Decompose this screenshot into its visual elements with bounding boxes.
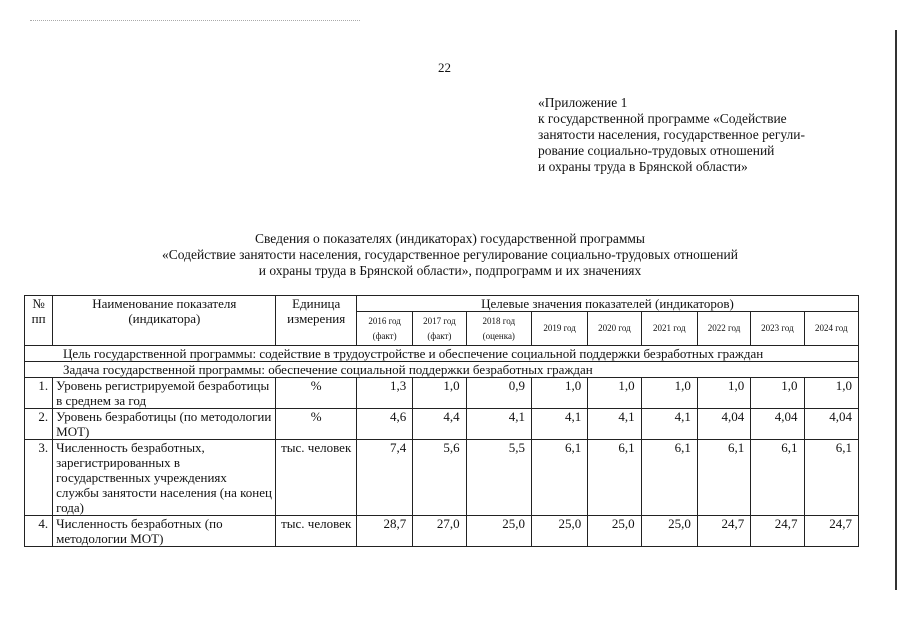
appendix-line: к государственной программе «Содействие [538,111,787,126]
appendix-note [538,95,858,175]
year-header: 2019 год [531,312,587,346]
row-number: 1. [25,378,53,409]
value-cell: 4,04 [804,409,858,440]
year-header: 2024 год [804,312,858,346]
value-cell: 1,0 [697,378,750,409]
indicator-unit: % [276,378,356,409]
scan-edge-top [30,20,360,21]
value-cell: 25,0 [588,516,641,547]
value-cell: 4,1 [466,409,531,440]
value-cell: 6,1 [531,440,587,516]
value-cell: 27,0 [413,516,466,547]
value-cell: 0,9 [466,378,531,409]
table-row [25,516,859,547]
value-cell: 4,1 [641,409,697,440]
title-line: Сведения о показателях (индикаторах) государственной программы [254,231,645,246]
year-header: 2016 год (факт) [356,312,412,346]
table-row [25,440,859,516]
year-header: 2018 год (оценка) [466,312,531,346]
header-name: Наименование показателя (индикатора) [53,296,276,346]
appendix-line: и охраны труда в Брянской области» [538,159,748,174]
value-cell: 6,1 [751,440,804,516]
scan-edge-right [895,30,897,590]
header-unit: Единица измерения [276,296,356,346]
header-row [25,296,859,312]
indicator-name: Уровень безработицы (по методологии МОТ) [53,409,276,440]
value-cell: 6,1 [588,440,641,516]
indicators-table [24,295,859,547]
value-cell: 1,0 [804,378,858,409]
value-cell: 1,0 [751,378,804,409]
value-cell: 28,7 [356,516,412,547]
indicator-name: Уровень регистрируемой безработицы в среднем за год [53,378,276,409]
appendix-line: занятости населения, государственное регули- [538,127,805,142]
value-cell: 4,1 [531,409,587,440]
task-row [25,362,859,378]
value-cell: 4,04 [697,409,750,440]
indicator-unit: тыс. человек [276,440,356,516]
value-cell: 1,0 [641,378,697,409]
table-row [25,409,859,440]
value-cell: 4,6 [356,409,412,440]
value-cell: 4,1 [588,409,641,440]
year-header: 2023 год [751,312,804,346]
value-cell: 1,0 [588,378,641,409]
appendix-line: «Приложение 1 [538,95,628,110]
indicator-name: Численность безработных, зарегистрированных в государственных учреждениях службы занятости населения (на конец года) [53,440,276,516]
title-line: «Содействие занятости населения, государственное регулирование социально-трудовых отношений [162,247,738,262]
value-cell: 6,1 [804,440,858,516]
table-row [25,378,859,409]
value-cell: 4,04 [751,409,804,440]
value-cell: 24,7 [697,516,750,547]
value-cell: 24,7 [804,516,858,547]
value-cell: 5,5 [466,440,531,516]
value-cell: 4,4 [413,409,466,440]
value-cell: 25,0 [641,516,697,547]
value-cell: 25,0 [531,516,587,547]
row-number: 2. [25,409,53,440]
year-header: 2017 год (факт) [413,312,466,346]
year-header: 2022 год [697,312,750,346]
value-cell: 1,0 [413,378,466,409]
appendix-line: рование социально-трудовых отношений [538,143,775,158]
value-cell: 1,3 [356,378,412,409]
goal-text: Цель государственной программы: содействие в трудоустройстве и обеспечение социальной поддержки безработных граждан [25,346,859,362]
indicator-unit: % [276,409,356,440]
goal-row [25,346,859,362]
header-num: № пп [25,296,53,346]
value-cell: 1,0 [531,378,587,409]
year-header: 2021 год [641,312,697,346]
row-number: 3. [25,440,53,516]
document-title [100,231,800,279]
task-text: Задача государственной программы: обеспечение социальной поддержки безработных граждан [25,362,859,378]
value-cell: 24,7 [751,516,804,547]
page-number: 22 [438,60,451,75]
title-line: и охраны труда в Брянской области», подпрограмм и их значениях [258,263,642,278]
value-cell: 5,6 [413,440,466,516]
header-targets: Целевые значения показателей (индикаторов) [356,296,858,312]
indicator-unit: тыс. человек [276,516,356,547]
year-header: 2020 год [588,312,641,346]
value-cell: 7,4 [356,440,412,516]
value-cell: 6,1 [641,440,697,516]
indicator-name: Численность безработных (по методологии МОТ) [53,516,276,547]
value-cell: 6,1 [697,440,750,516]
value-cell: 25,0 [466,516,531,547]
row-number: 4. [25,516,53,547]
